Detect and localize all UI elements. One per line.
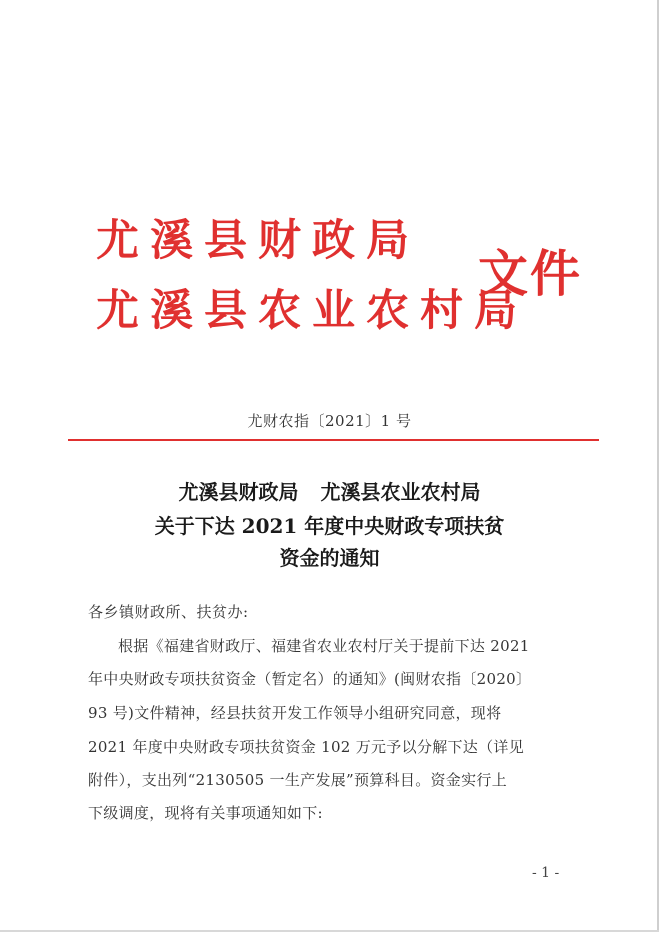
salutation: 各乡镇财政所、扶贫办:	[88, 603, 249, 621]
issuer-name-finance-bureau: 尤溪县财政局	[96, 216, 420, 266]
body-line: 附件），支出列“2130505 一生产发展”预算科目。资金实行上	[88, 771, 508, 789]
document-title-line-3: 资金的通知	[279, 546, 380, 570]
red-separator-rule	[68, 439, 599, 441]
body-line: 年中央财政专项扶贫资金（暂定名）的通知》(闽财农指〔2020〕	[88, 670, 532, 688]
title-issuer-1: 尤溪县财政局	[178, 480, 299, 504]
body-line: 2021 年度中央财政专项扶贫资金 102 万元予以分解下达（详见	[88, 738, 525, 756]
document-title-line-1	[0, 482, 659, 502]
body-line: 93 号)文件精神，经县扶贫开发工作领导小组研究同意，现将	[88, 704, 502, 722]
document-type-label: 文件	[478, 244, 582, 303]
page-number: - 1 -	[532, 865, 560, 881]
body-line: 下级调度，现将有关事项通知如下:	[88, 804, 323, 822]
title-issuer-2: 尤溪县农业农村局	[320, 480, 481, 504]
issuer-name-agriculture-bureau: 尤溪县农业农村局	[96, 286, 528, 336]
body-line: 根据《福建省财政厅、福建省农业农村厅关于提前下达 2021	[118, 637, 530, 655]
document-number: 尤财农指〔2021〕1 号	[247, 412, 412, 430]
document-title-line-2: 关于下达 2021 年度中央财政专项扶贫	[154, 514, 505, 538]
